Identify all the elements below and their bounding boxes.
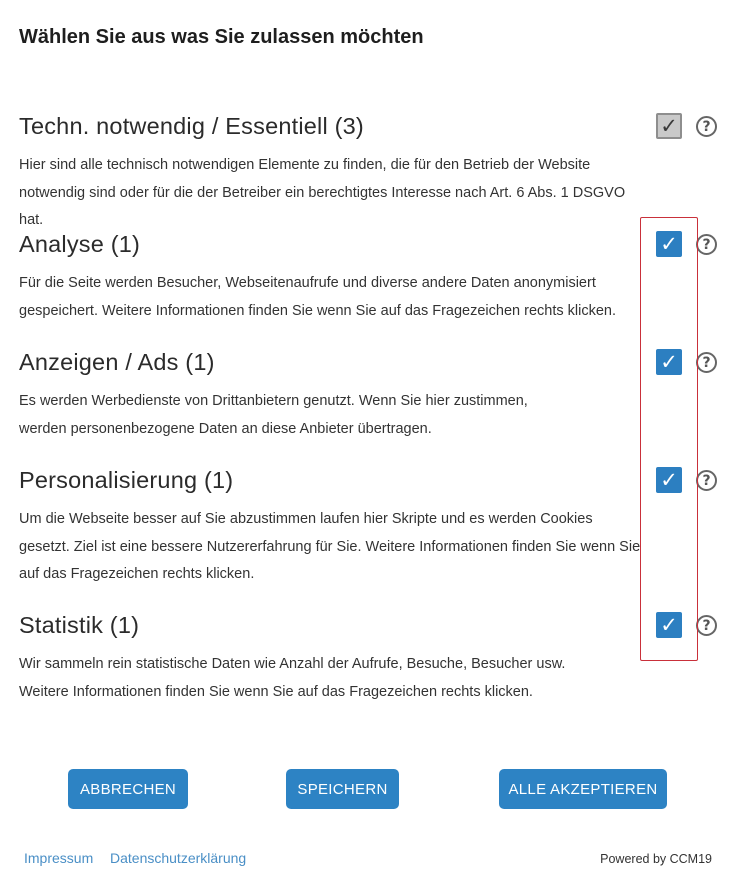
section-controls: [656, 465, 726, 495]
help-icon[interactable]: ?: [696, 234, 717, 255]
section-title: Statistik (1): [19, 612, 140, 638]
save-button[interactable]: SPEICHERN: [286, 769, 399, 809]
section-controls: [656, 610, 726, 640]
section-title: Analyse (1): [19, 231, 141, 257]
section-statistik: [19, 610, 719, 706]
cancel-button[interactable]: ABBRECHEN: [68, 769, 188, 809]
section-essential: [19, 111, 719, 235]
help-icon[interactable]: ?: [696, 116, 717, 137]
section-analyse: [19, 229, 719, 325]
section-description: Um die Webseite besser auf Sie abzustimmen laufen hier Skripte und es werden Cookies gesetzt. Ziel ist eine bessere Nutzererfahrung für Sie. Weitere Informationen finden Sie wenn Sie auf das Fragezeichen rechts klicken.: [19, 511, 641, 582]
section-description: Hier sind alle technisch notwendigen Elemente zu finden, die für den Betrieb der Website notwendig sind oder für die der Betreiber ein berechtigtes Interesse nach Art. 6 Abs. 1 DSGVO hat.: [19, 157, 626, 228]
statistik-checkbox[interactable]: [656, 612, 682, 638]
ads-checkbox[interactable]: [656, 349, 682, 375]
checkmark-icon: ✓: [660, 468, 678, 492]
section-title: Anzeigen / Ads (1): [19, 349, 215, 375]
help-icon[interactable]: ?: [696, 615, 717, 636]
powered-by-label: Powered by CCM19: [600, 852, 712, 866]
section-controls: [656, 347, 726, 377]
section-description: Für die Seite werden Besucher, Webseitenaufrufe und diverse andere Daten anonymisiert gespeichert. Weitere Informationen finden Sie wenn Sie auf das Fragezeichen rechts klicken.: [19, 275, 616, 319]
personalisierung-checkbox[interactable]: [656, 467, 682, 493]
help-icon[interactable]: ?: [696, 352, 717, 373]
section-description: Wir sammeln rein statistische Daten wie Anzahl der Aufrufe, Besuche, Besucher usw. Weitere Informationen finden Sie wenn Sie auf das Fragezeichen rechts klicken.: [19, 656, 566, 700]
help-icon[interactable]: ?: [696, 470, 717, 491]
dialog-title: Wählen Sie aus was Sie zulassen möchten: [19, 26, 424, 48]
impressum-link[interactable]: Impressum: [24, 850, 94, 866]
section-title: Techn. notwendig / Essentiell (3): [19, 113, 364, 139]
section-ads: [19, 347, 719, 443]
checkmark-icon: ✓: [660, 613, 678, 637]
accept-all-button[interactable]: ALLE AKZEPTIEREN: [499, 769, 667, 809]
checkmark-icon: ✓: [660, 232, 678, 256]
section-controls: [656, 111, 726, 141]
section-description: Es werden Werbedienste von Drittanbietern genutzt. Wenn Sie hier zustimmen, werden personenbezogene Daten an diese Anbieter übertragen.: [19, 393, 528, 437]
privacy-policy-link[interactable]: Datenschutzerklärung: [110, 850, 247, 866]
checkmark-icon: ✓: [660, 114, 678, 138]
analyse-checkbox[interactable]: [656, 231, 682, 257]
section-title: Personalisierung (1): [19, 467, 234, 493]
essential-checkbox: [656, 113, 682, 139]
section-personalisierung: [19, 465, 719, 589]
checkmark-icon: ✓: [660, 350, 678, 374]
section-controls: [656, 229, 726, 259]
